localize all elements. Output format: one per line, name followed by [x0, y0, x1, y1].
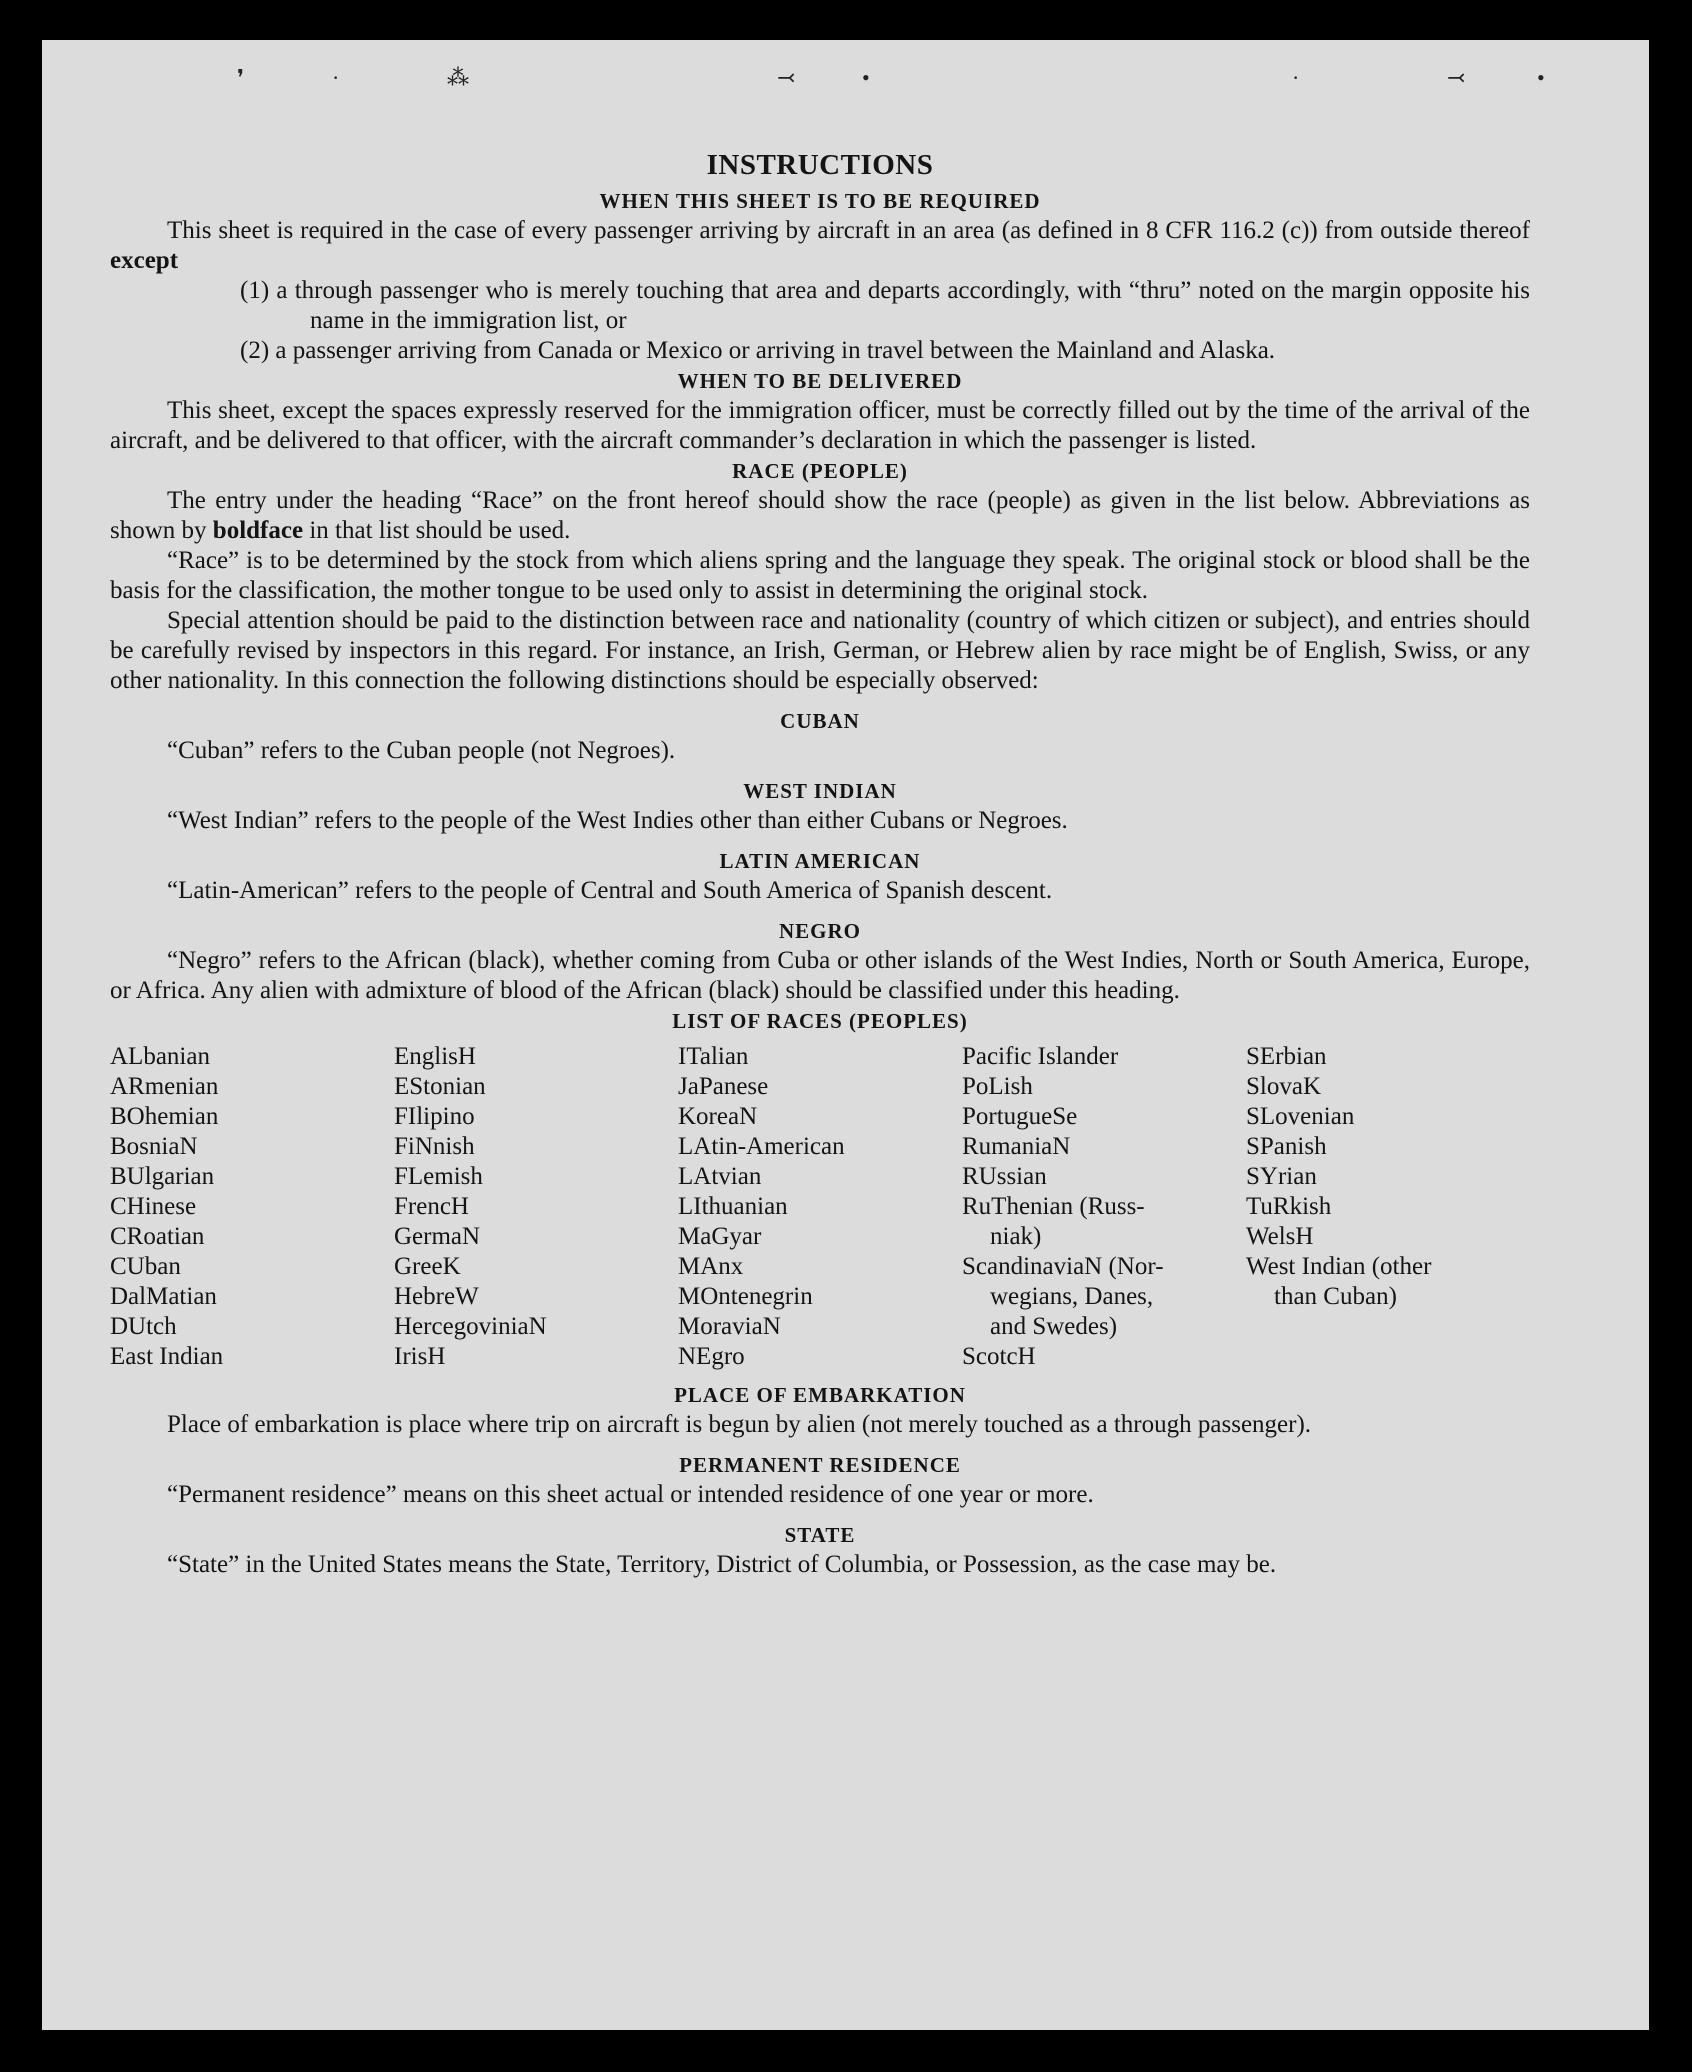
speck: ❜: [237, 65, 245, 90]
speck: ·: [1292, 65, 1300, 90]
race-item: MoraviaN: [678, 1313, 781, 1340]
race-item: TuRkish: [1246, 1193, 1332, 1220]
race-item: MAnx: [678, 1253, 744, 1280]
race-item: Pacific Islander: [962, 1043, 1119, 1070]
embarkation-text: Place of embarkation is place where trip on aircraft is begun by alien (not merely touched as a through passenger).: [167, 1411, 1312, 1438]
latin-american-text: “Latin-American” refers to the people of Central and South America of Spanish descent.: [167, 877, 1053, 904]
race-item: LIthuanian: [678, 1193, 788, 1220]
speck: ⤙: [777, 65, 796, 90]
race-item: DalMatian: [110, 1283, 217, 1310]
heading-race: RACE (PEOPLE): [732, 459, 908, 483]
race-item: HebreW: [394, 1283, 479, 1310]
race-item: FLemish: [394, 1163, 483, 1190]
cuban-text: “Cuban” refers to the Cuban people (not Negroes).: [167, 737, 676, 764]
document-page: [42, 40, 1649, 2030]
heading-west-indian: WEST INDIAN: [743, 779, 897, 803]
race-paragraph-3: Special attention should be paid to the distinction between race and nationality (country of which citizen or subject), and entries should be carefully revised by inspectors in this regard. For instance, an Irish, German, or Hebrew alien by race might be of English, Swiss, or any other nationality. In this connection the following distinctions should be especially observed:: [110, 607, 1530, 694]
heading-negro: NEGRO: [778, 919, 861, 943]
race-paragraph-2: “Race” is to be determined by the stock from which aliens spring and the language they speak. The original stock or blood shall be the basis for the classification, the mother tongue to be used only to assist in determining the original stock.: [110, 547, 1530, 604]
race-item: JaPanese: [678, 1073, 769, 1100]
race-item-continued: wegians, Danes,: [990, 1283, 1154, 1310]
race-p1-text: The entry under the heading “Race” on the front hereof should show the race (people) as given in the list below. Abbreviations as shown by: [110, 487, 1530, 544]
race-item: GermaN: [394, 1223, 481, 1250]
races-column-5: [1246, 1042, 1530, 1372]
heading-cuban: CUBAN: [780, 709, 860, 733]
race-item-continued: niak): [990, 1223, 1042, 1250]
race-item: FrencH: [394, 1193, 469, 1220]
races-column-3: [678, 1042, 962, 1372]
race-item: LAtin-American: [678, 1133, 845, 1160]
race-item-continued: than Cuban): [1274, 1283, 1397, 1310]
race-item: KoreaN: [678, 1103, 758, 1130]
race-item: BosniaN: [110, 1133, 198, 1160]
race-item: CHinese: [110, 1193, 197, 1220]
race-item: CUban: [110, 1253, 181, 1280]
race-item: SLovenian: [1246, 1103, 1355, 1130]
heading-delivered: WHEN TO BE DELIVERED: [677, 369, 963, 393]
race-item: BUlgarian: [110, 1163, 215, 1190]
heading-required: WHEN THIS SHEET IS TO BE REQUIRED: [599, 189, 1041, 213]
race-item: BOhemian: [110, 1103, 219, 1130]
race-item: MOntenegrin: [678, 1283, 813, 1310]
race-item: PoLish: [962, 1073, 1033, 1100]
race-item: ScandinaviaN (Nor-: [962, 1253, 1164, 1280]
speck: •: [1537, 65, 1545, 90]
heading-residence: PERMANENT RESIDENCE: [679, 1453, 961, 1477]
race-item: FiNnish: [394, 1133, 475, 1160]
negro-text: “Negro” refers to the African (black), whether coming from Cuba or other islands of the West Indies, North or South America, Europe, or Africa. Any alien with admixture of blood of the African (black) should be classified under this heading.: [110, 947, 1530, 1004]
race-item-continued: and Swedes): [990, 1313, 1118, 1340]
race-item: GreeK: [394, 1253, 461, 1280]
race-item: SYrian: [1246, 1163, 1317, 1190]
race-item: RuThenian (Russ-: [962, 1193, 1145, 1220]
heading-state: STATE: [784, 1523, 856, 1547]
race-item: PortugueSe: [962, 1103, 1078, 1130]
race-item: East Indian: [110, 1343, 224, 1370]
races-list: [110, 1042, 1530, 1372]
races-column-4: [962, 1042, 1246, 1372]
race-paragraph-1: [110, 486, 1530, 546]
required-item-2: (2) a passenger arriving from Canada or Mexico or arriving in travel between the Mainland and Alaska.: [240, 337, 1276, 364]
race-item: SPanish: [1246, 1133, 1327, 1160]
required-intro: [110, 216, 1530, 276]
page-title: INSTRUCTIONS: [706, 149, 934, 181]
heading-list-of-races: LIST OF RACES (PEOPLES): [672, 1009, 968, 1033]
races-column-2: [394, 1042, 678, 1372]
scan-specks: [42, 65, 1649, 105]
race-item: ScotcH: [962, 1343, 1036, 1370]
race-item: EStonian: [394, 1073, 486, 1100]
race-p1-bold: boldface: [212, 517, 304, 544]
race-item: LAtvian: [678, 1163, 762, 1190]
required-item-1: (1) a through passenger who is merely touching that area and departs accordingly, with “thru” noted on the margin opposite his name in the immigration list, or: [240, 277, 1530, 334]
race-item: ITalian: [678, 1043, 749, 1070]
race-item: ARmenian: [110, 1073, 219, 1100]
race-item: NEgro: [678, 1343, 745, 1370]
race-item: DUtch: [110, 1313, 177, 1340]
heading-latin-american: LATIN AMERICAN: [719, 849, 921, 873]
speck: •: [862, 65, 870, 90]
speck: ·: [332, 65, 340, 90]
instructions-content: [110, 150, 1530, 1580]
race-item: RUssian: [962, 1163, 1047, 1190]
residence-text: “Permanent residence” means on this sheet actual or intended residence of one year or more.: [167, 1481, 1094, 1508]
race-p1-post: in that list should be used.: [303, 517, 571, 544]
heading-embarkation: PLACE OF EMBARKATION: [674, 1383, 966, 1407]
race-item: ALbanian: [110, 1043, 210, 1070]
race-item: RumaniaN: [962, 1133, 1071, 1160]
race-item: WelsH: [1246, 1223, 1314, 1250]
race-item: EnglisH: [394, 1043, 476, 1070]
required-intro-text: This sheet is required in the case of every passenger arriving by aircraft in an area (as defined in 8 CFR 116.2 (c)) from outside thereof: [167, 217, 1530, 244]
state-text: “State” in the United States means the State, Territory, District of Columbia, or Possession, as the case may be.: [167, 1551, 1277, 1578]
race-item: SlovaK: [1246, 1073, 1321, 1100]
race-item: West Indian (other: [1246, 1253, 1432, 1280]
delivered-text: This sheet, except the spaces expressly reserved for the immigration officer, must be correctly filled out by the time of the arrival of the aircraft, and be delivered to that officer, with the aircraft commander’s declaration in which the passenger is listed.: [110, 397, 1530, 454]
required-intro-bold: except: [110, 247, 179, 274]
race-item: SErbian: [1246, 1043, 1327, 1070]
speck: ⤙: [1447, 65, 1466, 90]
west-indian-text: “West Indian” refers to the people of the West Indies other than either Cubans or Negroes.: [167, 807, 1068, 834]
race-item: IrisH: [394, 1343, 446, 1370]
race-item: HercegoviniaN: [394, 1313, 547, 1340]
race-item: MaGyar: [678, 1223, 762, 1250]
races-column-1: [110, 1042, 394, 1372]
race-item: CRoatian: [110, 1223, 205, 1250]
race-item: FIlipino: [394, 1103, 475, 1130]
speck: ⁂: [447, 65, 469, 90]
